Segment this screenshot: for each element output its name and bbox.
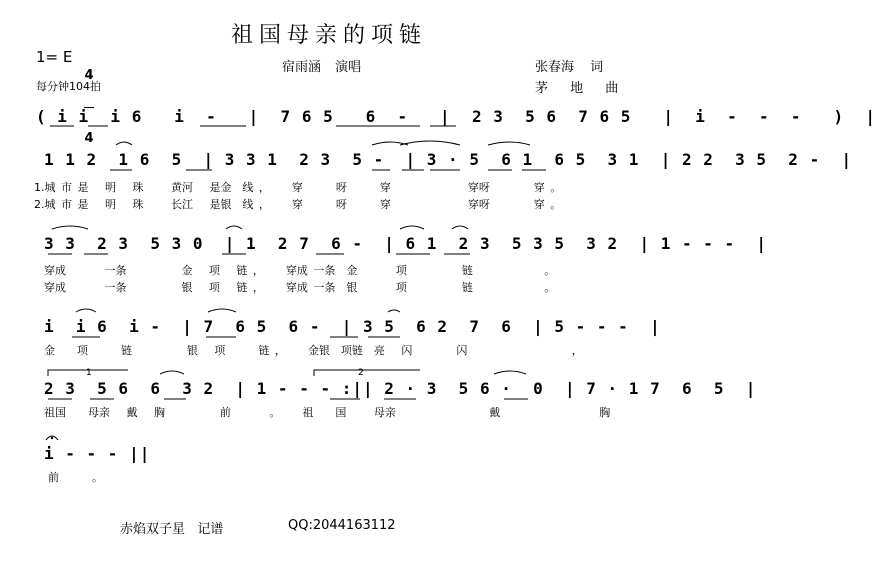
composer-credit: 茅 地 曲 xyxy=(535,81,628,96)
line4-notes: 2 3 5 6 6 3 2 | 1 - - - :|| 2 · 3 5 6 · 0 | 7 · 1 7 6 5 | xyxy=(44,379,757,398)
intro-notes: ( i i i 6 i - | 7 6 5 6 - | 2 3 5 6 7 6 5 | i - - - ) | xyxy=(36,107,876,126)
line3-lyric: 金 项 链 银 项 链 ， 金银 项链 亮 闪 闪 ， xyxy=(44,344,583,357)
qq-contact: QQ:2044163112 xyxy=(288,518,396,533)
singer-credit: 宿雨涵 演唱 xyxy=(282,60,362,75)
line5-lyric: 前 。 xyxy=(48,471,103,484)
line1-notes: 1 1 2 1 6 5 | 3 3 1 2 3 5 - | 3 · 5 6 1 6 5 3 1 | 2 2 3 5 2 - | xyxy=(44,150,853,169)
line1-lyric-verse2: 2.城 市 是 明 珠 长江 是银 线 ， 穿 呀 穿 穿呀 穿 。 xyxy=(34,198,562,211)
line3-notes: i i 6 i - | 7 6 5 6 - | 3 5 6 2 7 6 | 5 - - - | xyxy=(44,317,661,336)
volta-1-label: 1 xyxy=(86,368,92,378)
line4-lyric: 祖国 母亲 戴 胸 前 。 祖 国 母亲 戴 胸 xyxy=(44,406,611,419)
time-signature-bottom: 4 xyxy=(84,131,94,146)
line5-notes: i - - - || xyxy=(44,444,151,463)
tempo-marking: 每分钟104拍 xyxy=(36,80,101,93)
transcriber-credit: 赤焰双子星 记谱 xyxy=(120,522,224,537)
key-signature: 1= E xyxy=(36,48,73,66)
song-title: 祖国母亲的项链 xyxy=(230,23,427,48)
lyricist-credit: 张春海 词 xyxy=(535,60,604,75)
line1-lyric-verse1: 1.城 市 是 明 珠 黄河 是金 线 ， 穿 呀 穿 穿呀 穿 。 xyxy=(34,181,562,194)
time-signature-top: 4 xyxy=(84,68,94,83)
volta-2-label: 2 xyxy=(358,368,364,378)
line2-lyric-verse2: 穿成 一条 银 项 链 ， 穿成 一条 银 项 链 。 xyxy=(44,281,556,294)
line2-lyric-verse1: 穿成 一条 金 项 链 ， 穿成 一条 金 项 链 。 xyxy=(44,264,556,277)
line2-notes: 3 3 2 3 5 3 0 | 1 2 7 6 - | 6 1 2 3 5 3 5 3 2 | 1 - - - | xyxy=(44,234,768,253)
